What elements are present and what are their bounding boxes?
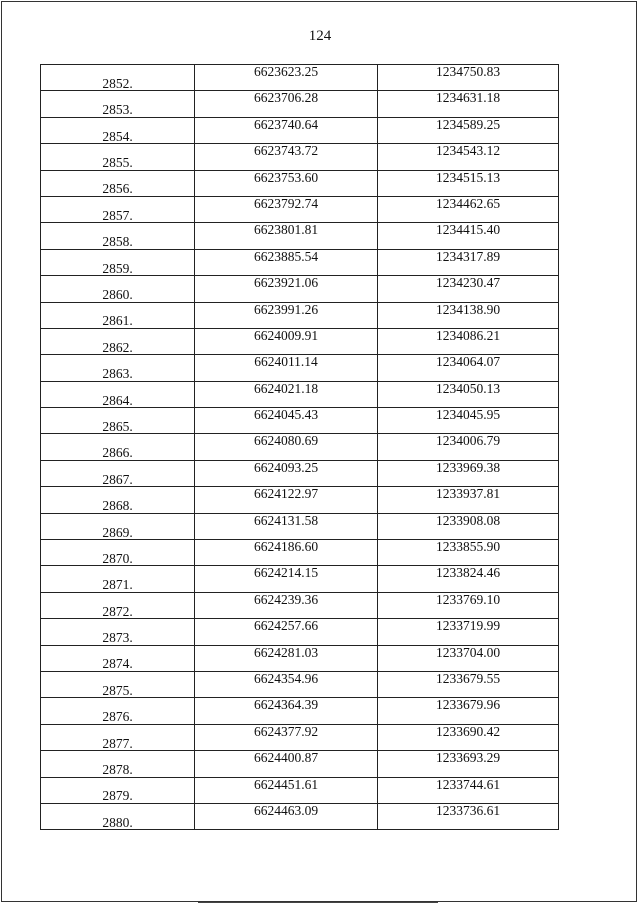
x-coordinate-cell: 6624400.87 <box>195 751 378 777</box>
y-coordinate-cell: 1234006.79 <box>378 434 559 460</box>
x-coordinate-cell: 6623743.72 <box>195 144 378 170</box>
y-coordinate-cell: 1234631.18 <box>378 91 559 117</box>
x-coordinate-cell: 6624451.61 <box>195 777 378 803</box>
table-row <box>41 328 559 354</box>
table-row <box>41 513 559 539</box>
x-coordinate-cell: 6624131.58 <box>195 513 378 539</box>
point-number-cell: 2862. <box>41 328 195 354</box>
y-coordinate-cell: 1234462.65 <box>378 196 559 222</box>
table-row <box>41 751 559 777</box>
point-number-cell: 2861. <box>41 302 195 328</box>
y-coordinate-cell: 1233736.61 <box>378 803 559 829</box>
table-row <box>41 91 559 117</box>
point-number-cell: 2875. <box>41 671 195 697</box>
x-coordinate-cell: 6624239.36 <box>195 592 378 618</box>
table-row <box>41 144 559 170</box>
table-row <box>41 381 559 407</box>
x-coordinate-cell: 6623740.64 <box>195 117 378 143</box>
table-row <box>41 619 559 645</box>
point-number-cell: 2854. <box>41 117 195 143</box>
y-coordinate-cell: 1233969.38 <box>378 460 559 486</box>
x-coordinate-cell: 6624463.09 <box>195 803 378 829</box>
point-number-cell: 2855. <box>41 144 195 170</box>
y-coordinate-cell: 1233937.81 <box>378 487 559 513</box>
point-number-cell: 2873. <box>41 619 195 645</box>
point-number-cell: 2860. <box>41 276 195 302</box>
table-row <box>41 671 559 697</box>
x-coordinate-cell: 6624377.92 <box>195 724 378 750</box>
x-coordinate-cell: 6624214.15 <box>195 566 378 592</box>
table-row <box>41 302 559 328</box>
y-coordinate-cell: 1234086.21 <box>378 328 559 354</box>
table-row <box>41 698 559 724</box>
y-coordinate-cell: 1233744.61 <box>378 777 559 803</box>
y-coordinate-cell: 1234515.13 <box>378 170 559 196</box>
point-number-cell: 2852. <box>41 65 195 91</box>
point-number-cell: 2863. <box>41 355 195 381</box>
x-coordinate-cell: 6623991.26 <box>195 302 378 328</box>
point-number-cell: 2868. <box>41 487 195 513</box>
y-coordinate-cell: 1234750.83 <box>378 65 559 91</box>
y-coordinate-cell: 1233908.08 <box>378 513 559 539</box>
x-coordinate-cell: 6624364.39 <box>195 698 378 724</box>
coordinates-table <box>40 64 559 830</box>
point-number-cell: 2859. <box>41 249 195 275</box>
table-row <box>41 65 559 91</box>
table-row <box>41 355 559 381</box>
table-row <box>41 803 559 829</box>
y-coordinate-cell: 1233693.29 <box>378 751 559 777</box>
x-coordinate-cell: 6623921.06 <box>195 276 378 302</box>
x-coordinate-cell: 6624045.43 <box>195 408 378 434</box>
table-row <box>41 724 559 750</box>
x-coordinate-cell: 6623801.81 <box>195 223 378 249</box>
point-number-cell: 2866. <box>41 434 195 460</box>
table-row <box>41 777 559 803</box>
x-coordinate-cell: 6624080.69 <box>195 434 378 460</box>
table-row <box>41 223 559 249</box>
table-row <box>41 592 559 618</box>
y-coordinate-cell: 1234589.25 <box>378 117 559 143</box>
x-coordinate-cell: 6624011.14 <box>195 355 378 381</box>
point-number-cell: 2874. <box>41 645 195 671</box>
point-number-cell: 2879. <box>41 777 195 803</box>
point-number-cell: 2878. <box>41 751 195 777</box>
point-number-cell: 2876. <box>41 698 195 724</box>
y-coordinate-cell: 1233719.99 <box>378 619 559 645</box>
x-coordinate-cell: 6624009.91 <box>195 328 378 354</box>
point-number-cell: 2864. <box>41 381 195 407</box>
x-coordinate-cell: 6624281.03 <box>195 645 378 671</box>
y-coordinate-cell: 1234050.13 <box>378 381 559 407</box>
x-coordinate-cell: 6623706.28 <box>195 91 378 117</box>
y-coordinate-cell: 1234045.95 <box>378 408 559 434</box>
x-coordinate-cell: 6624021.18 <box>195 381 378 407</box>
point-number-cell: 2865. <box>41 408 195 434</box>
y-coordinate-cell: 1233690.42 <box>378 724 559 750</box>
y-coordinate-cell: 1234543.12 <box>378 144 559 170</box>
y-coordinate-cell: 1233769.10 <box>378 592 559 618</box>
y-coordinate-cell: 1233855.90 <box>378 540 559 566</box>
coordinates-table-body <box>41 65 559 830</box>
table-row <box>41 276 559 302</box>
table-row <box>41 434 559 460</box>
x-coordinate-cell: 6623753.60 <box>195 170 378 196</box>
x-coordinate-cell: 6624122.97 <box>195 487 378 513</box>
page-number: 124 <box>308 28 332 44</box>
x-coordinate-cell: 6623792.74 <box>195 196 378 222</box>
table-row <box>41 170 559 196</box>
point-number-cell: 2872. <box>41 592 195 618</box>
table-row <box>41 566 559 592</box>
y-coordinate-cell: 1233824.46 <box>378 566 559 592</box>
y-coordinate-cell: 1234230.47 <box>378 276 559 302</box>
point-number-cell: 2858. <box>41 223 195 249</box>
point-number-cell: 2880. <box>41 803 195 829</box>
x-coordinate-cell: 6624186.60 <box>195 540 378 566</box>
x-coordinate-cell: 6624093.25 <box>195 460 378 486</box>
y-coordinate-cell: 1233679.96 <box>378 698 559 724</box>
x-coordinate-cell: 6624354.96 <box>195 671 378 697</box>
table-row <box>41 408 559 434</box>
point-number-cell: 2853. <box>41 91 195 117</box>
y-coordinate-cell: 1233679.55 <box>378 671 559 697</box>
table-row <box>41 117 559 143</box>
y-coordinate-cell: 1234415.40 <box>378 223 559 249</box>
point-number-cell: 2869. <box>41 513 195 539</box>
point-number-cell: 2857. <box>41 196 195 222</box>
y-coordinate-cell: 1233704.00 <box>378 645 559 671</box>
point-number-cell: 2867. <box>41 460 195 486</box>
y-coordinate-cell: 1234138.90 <box>378 302 559 328</box>
table-row <box>41 487 559 513</box>
point-number-cell: 2856. <box>41 170 195 196</box>
x-coordinate-cell: 6623623.25 <box>195 65 378 91</box>
table-row <box>41 249 559 275</box>
table-row <box>41 540 559 566</box>
x-coordinate-cell: 6623885.54 <box>195 249 378 275</box>
table-row <box>41 460 559 486</box>
bottom-rule <box>198 902 438 903</box>
x-coordinate-cell: 6624257.66 <box>195 619 378 645</box>
y-coordinate-cell: 1234064.07 <box>378 355 559 381</box>
point-number-cell: 2877. <box>41 724 195 750</box>
table-row <box>41 645 559 671</box>
point-number-cell: 2870. <box>41 540 195 566</box>
y-coordinate-cell: 1234317.89 <box>378 249 559 275</box>
point-number-cell: 2871. <box>41 566 195 592</box>
table-row <box>41 196 559 222</box>
